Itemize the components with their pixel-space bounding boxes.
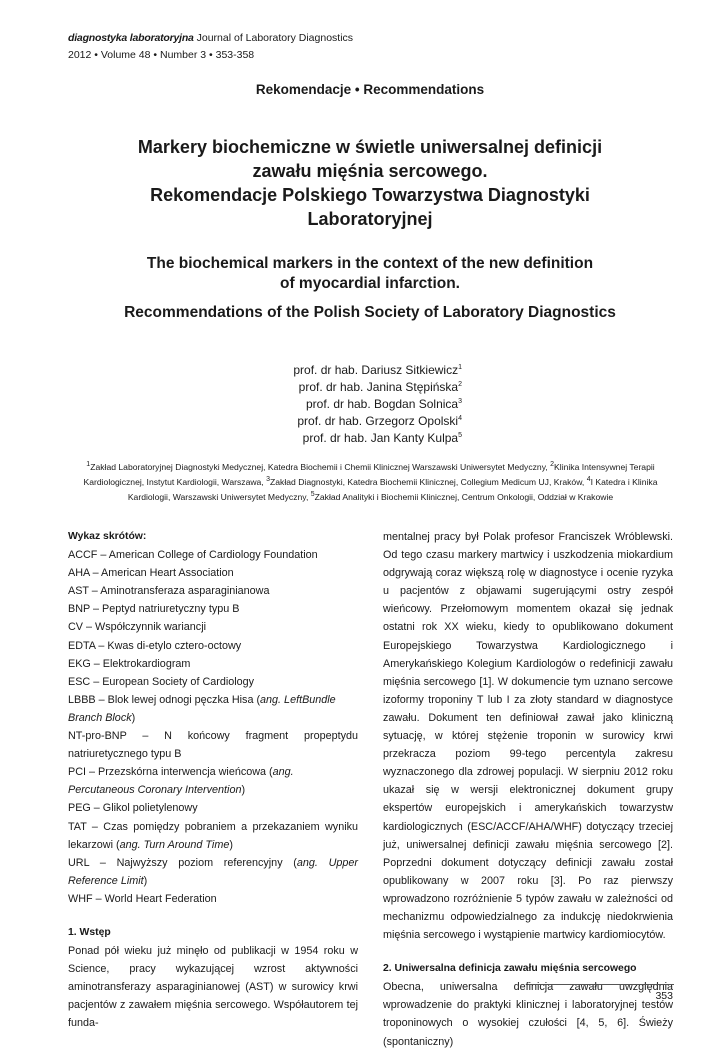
affil-text: Zakład Diagnostyki, Katedra Biochemii Klinicznej, Collegium Medicum UJ, Kraków, xyxy=(270,477,587,488)
journal-title-line xyxy=(68,30,353,47)
body-paragraph: mentalnej pracy był Polak profesor Franciszek Wróblewski. Od tego czasu markery martwicy i uszkodzenia miokardium odgrywają coraz większą rolę w diagnostyce i ocenie ryzyka u pacjentów z objawami sugerującymi ostry zespół wieńcowy. Przełomowym momentem okazał się jednak ostatni rok XX wieku, kiedy to opublikowano dokument Europejskiego Towarzystwa Kardiologicznego i Amerykańskiego Kolegium Kardiologów o redefinicji zawału mięśnia sercowego [1]. W dokumencie tym uznano sercowe izoformy troponiny T lub I za złoty standard w diagnostyce zawału. Dokument ten definiował zawał jako kliniczną sytuację, w której stężenie troponin w surowicy krwi przekracza poziom 99-tego percentyla zakresu wyznaczonego dla zdrowej populacji. W sierpniu 2012 roku ukazał się w wersji elektronicznej dokument grupy ekspertów europejskich i amerykańskich towarzystw kardiologicznych (ESC/ACCF/AHA/WHF) dotyczący trzeciej już, uniwersalnej definicji zawału mięśnia sercowego [2]. Poprzedni dokument dotyczący definicji zawału został opublikowany w 2007 roku [3]. Po raz pierwszy wprowadzono rozróżnienie 5 typów zawału w zależności od mechanizmu odpowiedzialnego za indukcję niedokrwienia mięśnia sercowego i wystąpienie martwicy kardiomiocytów. xyxy=(383,531,673,942)
affil-ref: 2 xyxy=(550,461,555,469)
abbreviation-item xyxy=(68,673,358,691)
abbreviation-text: LBBB – Blok lewej odnogi pęczka Hisa ( xyxy=(68,693,261,706)
author-affil-ref: 5 xyxy=(458,432,462,439)
affiliations xyxy=(68,460,673,506)
abbreviation-text: NT-pro-BNP – N końcowy fragment propeptydu natriuretycznego typu B xyxy=(68,730,358,761)
abbreviation-item xyxy=(68,691,358,727)
abbreviation-item xyxy=(68,890,358,908)
affil-text: Zakład Analityki i Biochemii Klinicznej, Centrum Onkologii, Oddział w Krakowie xyxy=(314,492,614,503)
journal-brand: diagnostyka laboratoryjna xyxy=(68,32,194,44)
abbreviation-item xyxy=(68,637,358,655)
abbreviation-text: EDTA – Kwas di-etylo cztero-octowy xyxy=(68,639,242,652)
title-polish xyxy=(90,135,650,231)
section-heading: 2. Uniwersalna definicja zawału mięśnia sercowego xyxy=(383,963,637,975)
title-english-subtitle: Recommendations of the Polish Society of Laboratory Diagnostics xyxy=(124,304,616,321)
abbreviation-close: ) xyxy=(229,838,233,851)
body-paragraph: Ponad pół wieku już minęło od publikacji w 1954 roku w Science, pracy wykazującej wzrost aktywności aminotransferazy asparaginianowej (AST) w surowicy krwi pacjentów z zawałem mięśnia sercowego. Współautorem tej funda- xyxy=(68,945,358,1030)
journal-header xyxy=(68,30,353,64)
spacer xyxy=(68,908,358,924)
abbreviation-text: URL – Najwyższy poziom referencyjny ( xyxy=(68,856,297,869)
abbreviation-close: ) xyxy=(143,874,148,887)
title-polish-line: Rekomendacje Polskiego Towarzystwa Diagnostyki xyxy=(150,185,590,205)
author-name: prof. dr hab. Dariusz Sitkiewicz xyxy=(293,363,459,377)
abbreviation-item xyxy=(68,818,358,854)
abbreviation-item xyxy=(68,799,358,817)
abbreviation-item xyxy=(68,546,358,564)
author-affil-ref: 3 xyxy=(458,398,462,405)
abbreviation-item xyxy=(68,564,358,582)
left-column xyxy=(68,528,358,1033)
author-name: prof. dr hab. Jan Kanty Kulpa xyxy=(302,431,459,445)
footer-rule xyxy=(528,984,674,985)
author xyxy=(200,430,462,447)
spacer xyxy=(383,944,673,960)
title-english-line: The biochemical markers in the context of the new definition xyxy=(146,255,594,272)
abbreviation-item xyxy=(68,854,358,890)
abbreviation-text: BNP – Peptyd natriuretyczny typu B xyxy=(68,603,240,616)
author xyxy=(200,379,462,396)
author-name: prof. dr hab. Bogdan Solnica xyxy=(305,397,459,411)
author-affil-ref: 2 xyxy=(458,381,462,388)
abbreviation-english: ang. Turn Around Time xyxy=(119,838,230,851)
author xyxy=(200,362,462,379)
abbreviation-item xyxy=(68,600,358,618)
journal-name: Journal of Laboratory Diagnostics xyxy=(196,32,354,44)
abbreviation-text: EKG – Elektrokardiogram xyxy=(68,657,191,670)
author xyxy=(200,413,462,430)
author-name: prof. dr hab. Janina Stępińska xyxy=(298,380,459,394)
affil-ref: 5 xyxy=(310,491,315,499)
abbreviation-item xyxy=(68,727,358,763)
affil-ref: 1 xyxy=(86,461,91,469)
title-english xyxy=(90,254,650,294)
page-number: 353 xyxy=(655,990,673,1002)
abbreviation-english: ang. Upper Reference Limit xyxy=(68,856,359,887)
journal-issue: 2012 • Volume 48 • Number 3 • 353-358 xyxy=(68,49,255,61)
abbreviation-text: ACCF – American College of Cardiology Foundation xyxy=(68,549,318,562)
abbreviation-item xyxy=(68,582,358,600)
affil-ref: 3 xyxy=(266,476,271,484)
section-label: Rekomendacje • Recommendations xyxy=(255,82,485,97)
author-affil-ref: 1 xyxy=(458,364,462,371)
abbreviation-text: CV – Współczynnik wariancji xyxy=(68,621,207,634)
abbreviation-close: ) xyxy=(241,784,246,797)
abbreviation-text: AST – Aminotransferaza asparaginianowa xyxy=(68,585,270,598)
section-heading: 1. Wstęp xyxy=(68,926,111,938)
abbreviation-text: TAT – Czas pomiędzy pobraniem a przekazaniem wyniku lekarzowi ( xyxy=(68,820,358,851)
affil-text: I Katedra i Klinika Kardiologii, Warszawski Uniwersytet Medyczny, xyxy=(127,477,658,503)
title-polish-line: Laboratoryjnej xyxy=(307,209,433,229)
abbreviations-heading: Wykaz skrótów: xyxy=(68,531,147,542)
abbreviation-item xyxy=(68,618,358,636)
author-name: prof. dr hab. Grzegorz Opolski xyxy=(297,414,459,428)
abbreviation-english: ang. Percutaneous Coronary Intervention xyxy=(68,766,294,797)
abbreviation-item xyxy=(68,763,358,799)
body-paragraph: Obecna, uniwersalna definicja zawału uwzględnia wprowadzenie do praktyki klinicznej i laboratoryjnej testów troponinowych o wysokiej czułości [4, 5, 6]. Świeży (spontaniczny) xyxy=(383,981,673,1048)
author xyxy=(200,396,462,413)
affil-text: Klinika Intensywnej Terapii Kardiologicznej, Instytut Kardiologii, Warszawa, xyxy=(83,462,655,488)
abbreviation-text: PCI – Przezskórna interwencja wieńcowa ( xyxy=(68,766,273,779)
abbreviation-text: AHA – American Heart Association xyxy=(68,567,234,580)
title-polish-line: Markery biochemiczne w świetle uniwersalnej definicji xyxy=(137,137,603,157)
title-english-line: of myocardial infarction. xyxy=(279,275,460,292)
title-polish-line: zawału mięśnia sercowego. xyxy=(252,161,488,181)
abbreviation-text: ESC – European Society of Cardiology xyxy=(68,675,255,688)
author-affil-ref: 4 xyxy=(458,415,462,422)
abbreviation-english: ang. LeftBundle Branch Block xyxy=(68,693,336,724)
abbreviation-item xyxy=(68,655,358,673)
author-list xyxy=(200,362,462,447)
abbreviation-text: PEG – Glikol polietylenowy xyxy=(68,802,198,815)
affil-text: Zakład Laboratoryjnej Diagnostyki Medycznej, Katedra Biochemii i Chemii Klinicznej Warszawski Uniwersytet Medyczny, xyxy=(90,462,551,472)
affil-ref: 4 xyxy=(586,476,591,484)
right-column xyxy=(383,528,673,1051)
abbreviation-close: ) xyxy=(131,711,136,724)
abbreviation-text: WHF – World Heart Federation xyxy=(68,892,217,905)
